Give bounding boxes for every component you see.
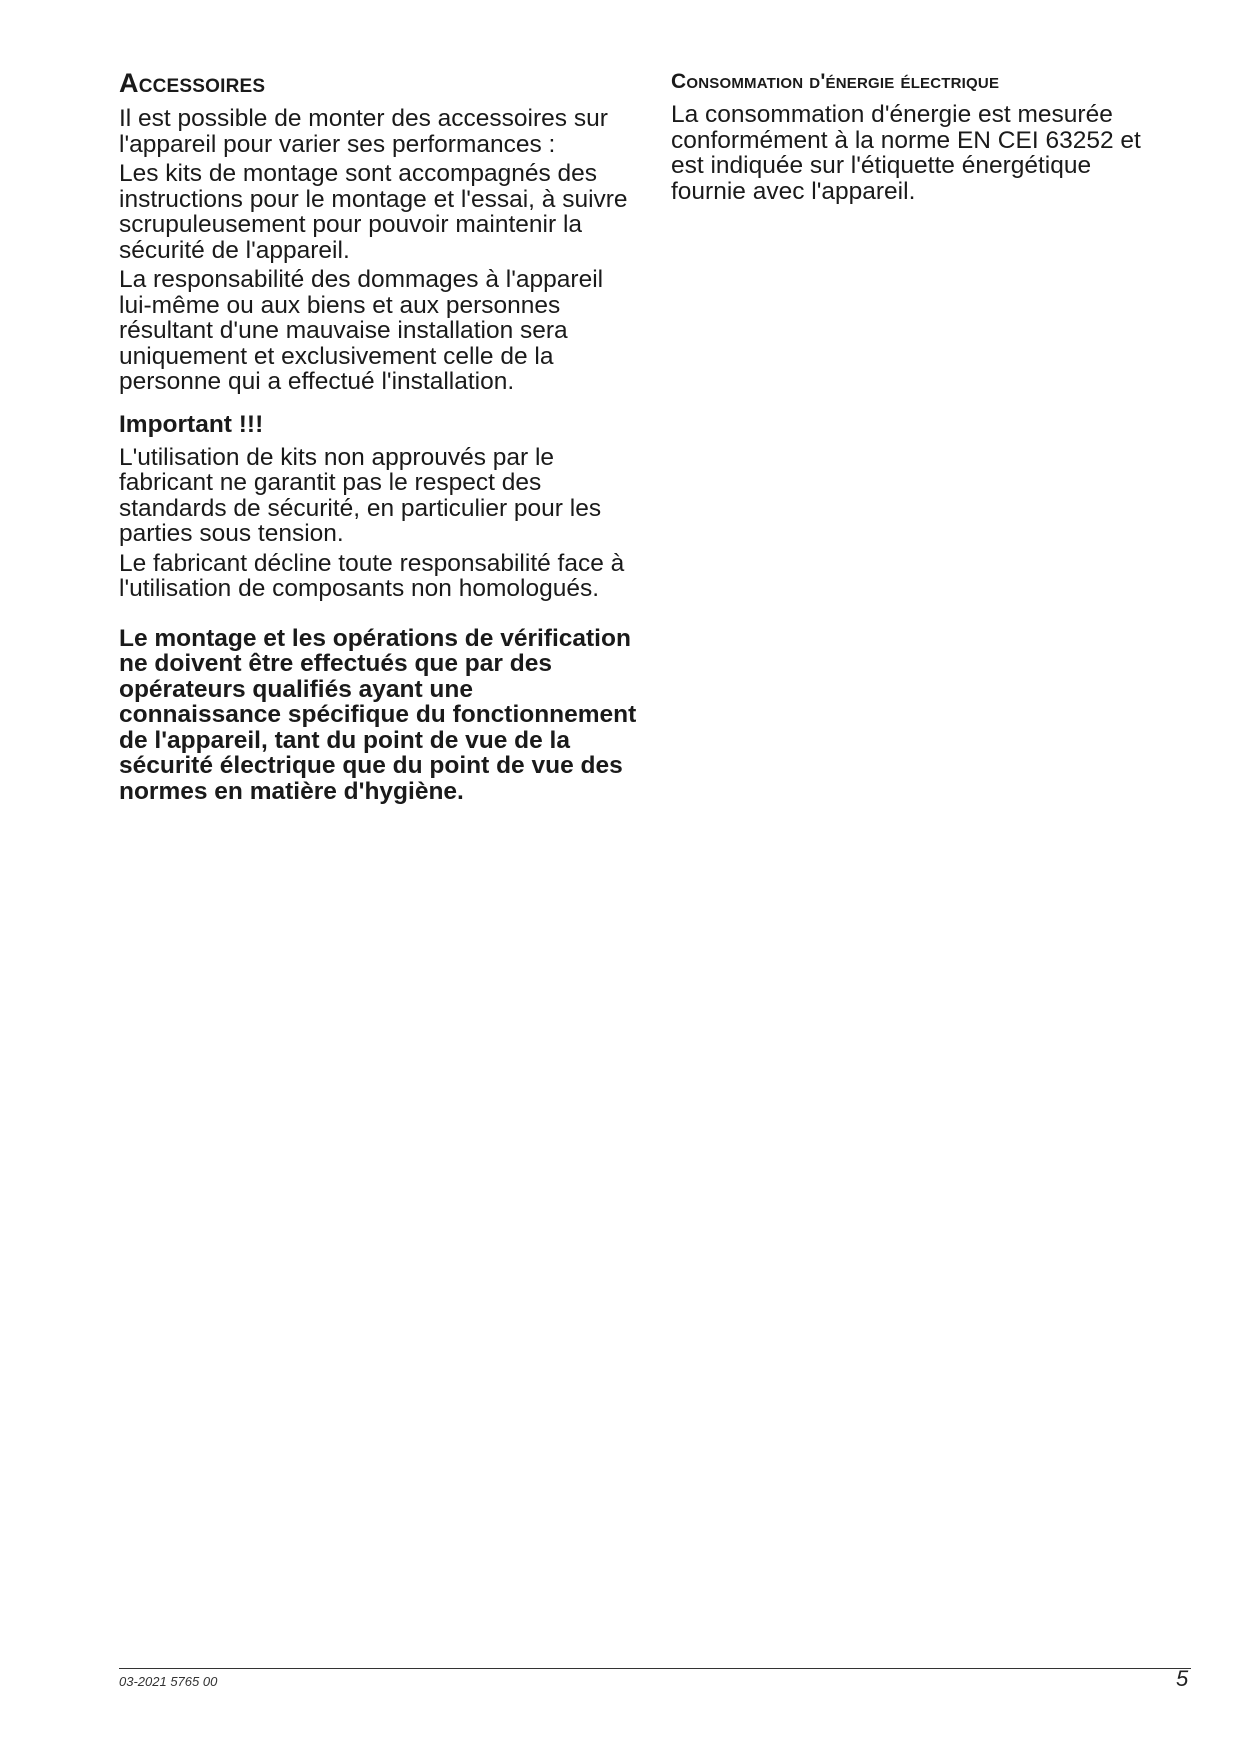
document-code: 03-2021 5765 00 [119, 1674, 218, 1689]
paragraph: La consommation d'énergie est mesurée conformément à la norme EN CEI 63252 et est indiquée sur l'étiquette énergétique fournie avec l'appareil. [671, 101, 1141, 205]
footer-divider [119, 1668, 1191, 1669]
paragraph: Les kits de montage sont accompagnés des instructions pour le montage et l'essai, à suivre scrupuleusement pour pouvoir maintenir la sécurité de l'appareil. [119, 160, 628, 264]
left-column [119, 68, 639, 808]
page-number: 5 [1176, 1666, 1189, 1691]
section-heading-accessoires: Accessoires [119, 68, 266, 98]
paragraph: La responsabilité des dommages à l'appareil lui-même ou aux biens et aux personnes résultant d'une mauvaise installation sera uniquement et exclusivement celle de la personne qui a effectué l'installation. [119, 266, 604, 395]
right-column [671, 68, 1171, 208]
paragraph: Il est possible de monter des accessoires sur l'appareil pour varier ses performances : [119, 105, 608, 158]
paragraph: Le fabricant décline toute responsabilité face à l'utilisation de composants non homologués. [119, 549, 625, 602]
paragraph: L'utilisation de kits non approuvés par le fabricant ne garantit pas le respect des standards de sécurité, en particulier pour les parties sous tension. [119, 443, 602, 547]
warning-paragraph: Le montage et les opérations de vérification ne doivent être effectués que par des opérateurs qualifiés ayant une connaissance spécifique du fonctionnement de l'appareil, tant du point de vue de la sécurité électrique que du point de vue des normes en matière d'hygiène. [119, 624, 637, 805]
section-heading-consommation: Consommation d'énergie électrique [671, 70, 1000, 93]
important-heading: Important !!! [119, 410, 264, 438]
